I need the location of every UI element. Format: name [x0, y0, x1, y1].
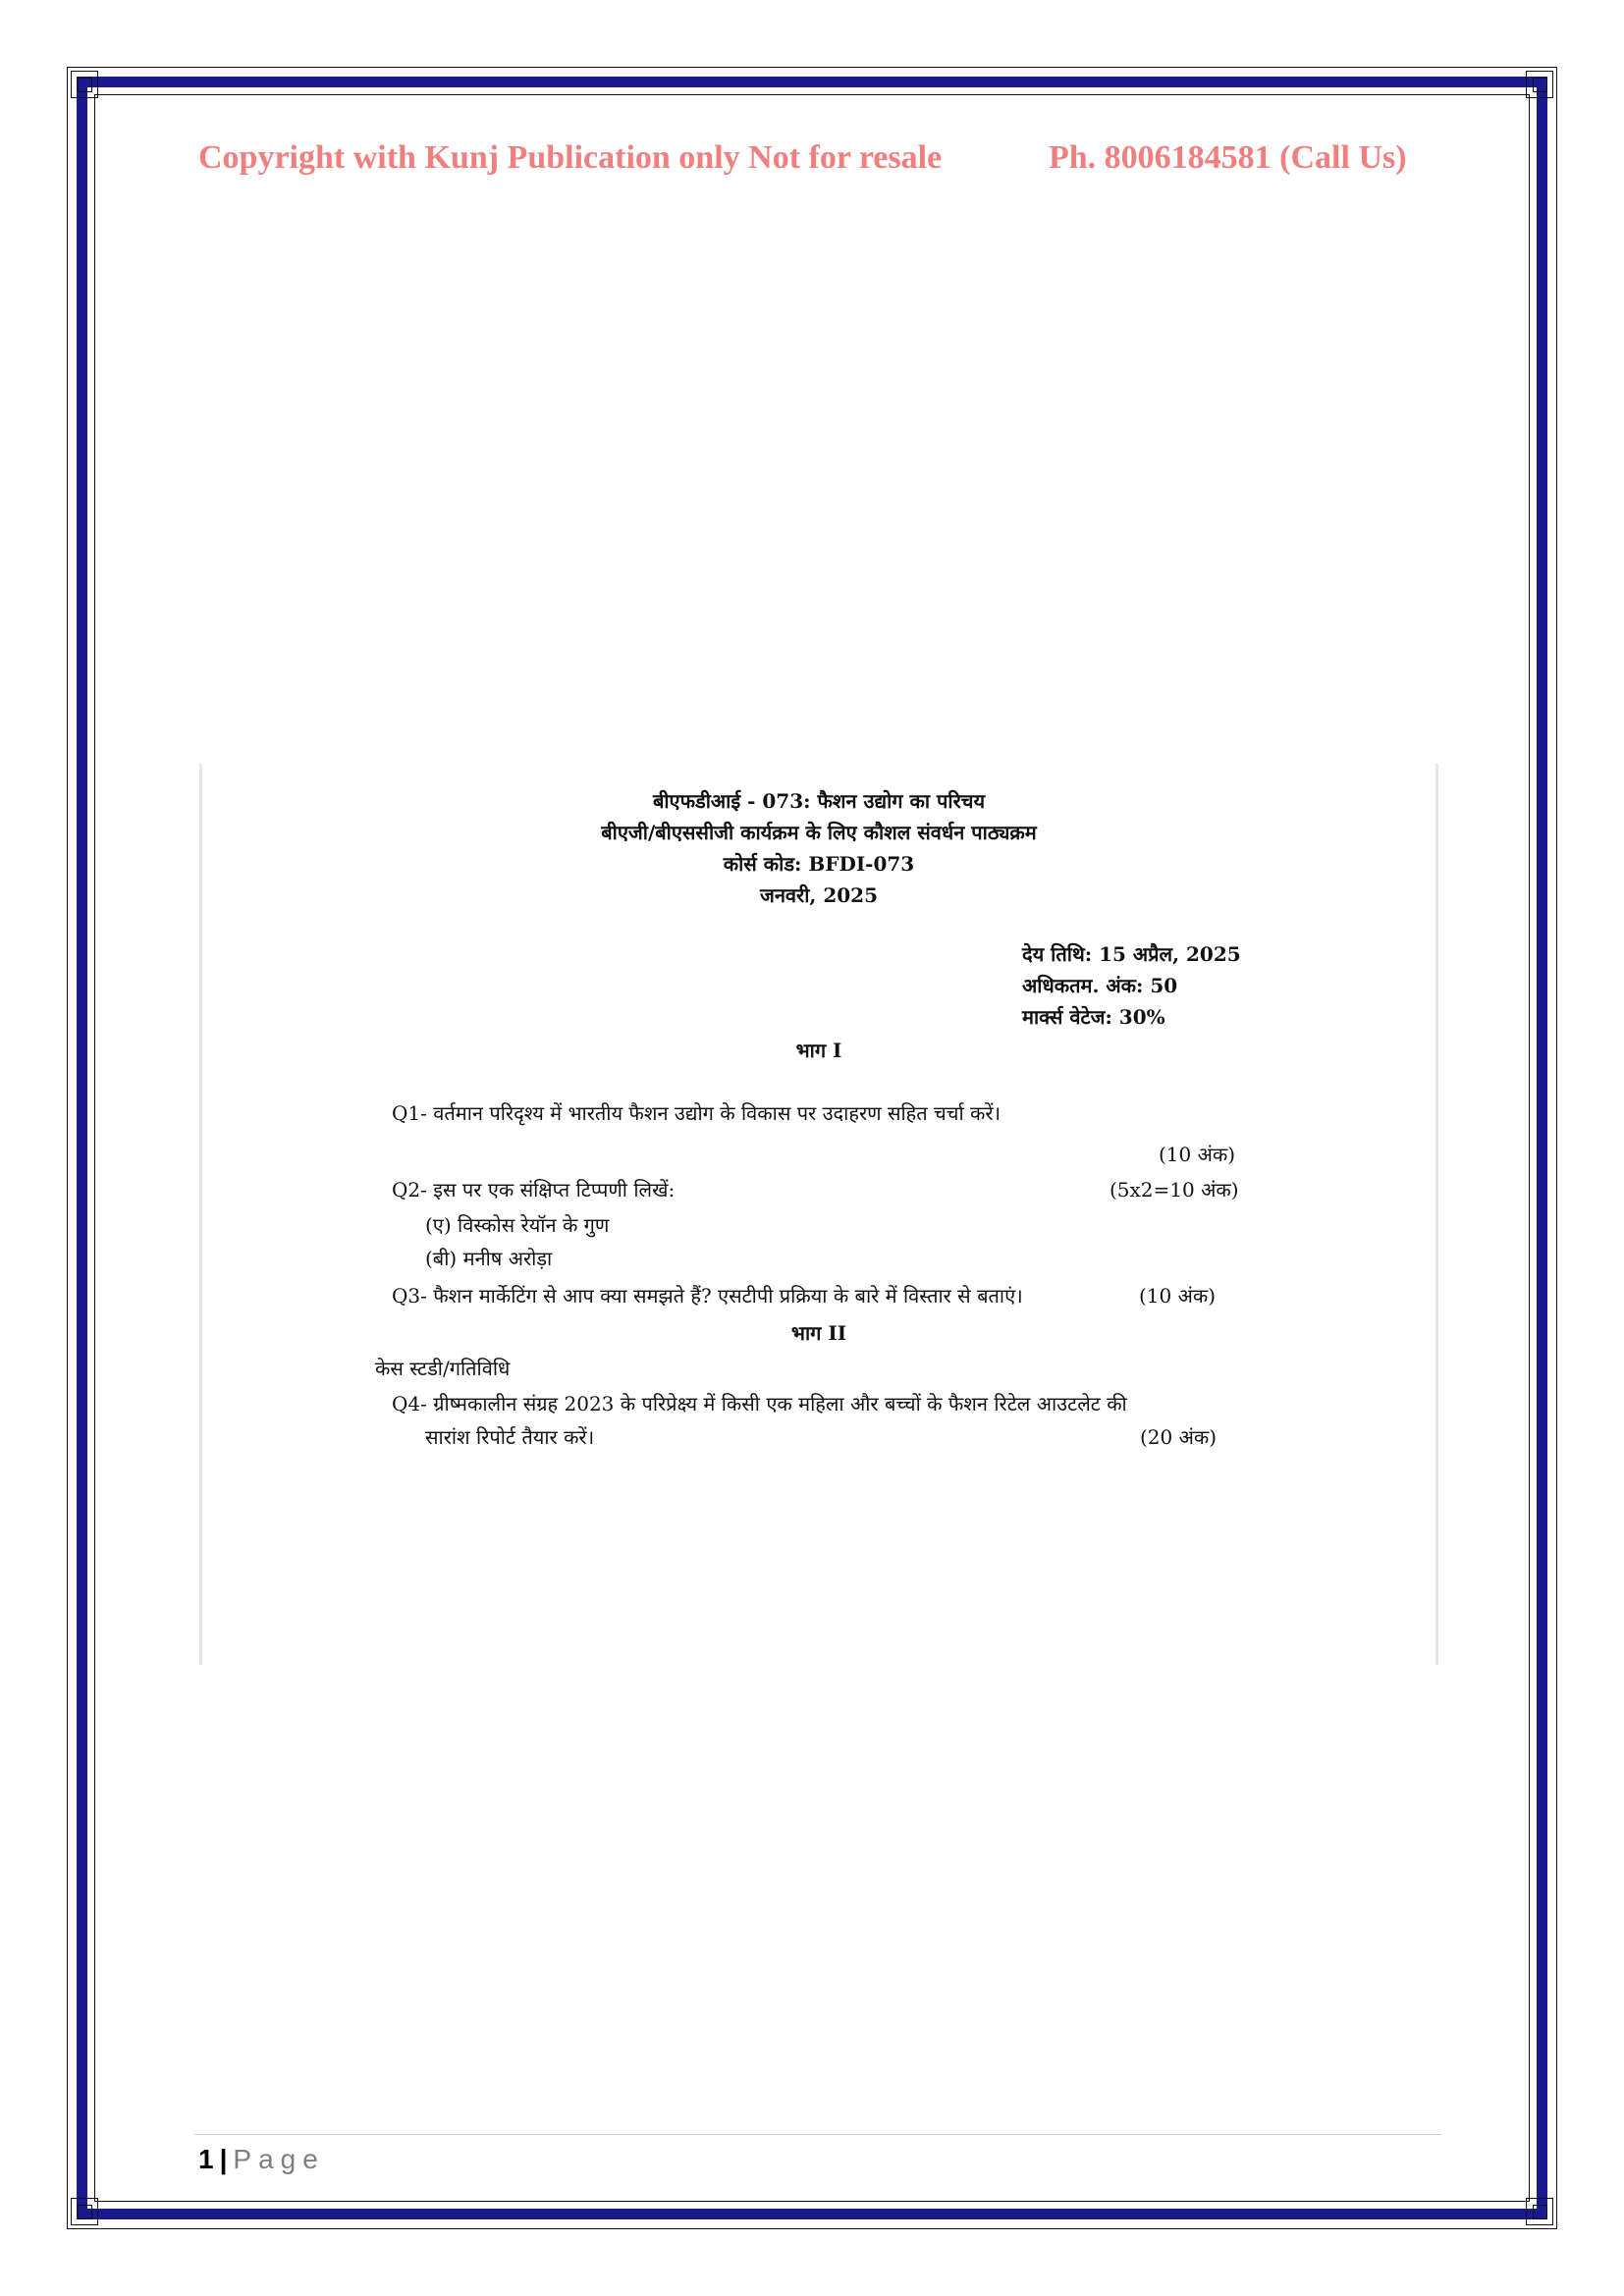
part-2-heading: भाग II	[790, 1321, 847, 1345]
paper-title: बीएफडीआई - 073: फैशन उद्योग का परिचय	[652, 789, 986, 813]
question-2-sub-a: (ए) विस्कोस रेयॉन के गुण	[425, 1213, 610, 1237]
question-2-sub-b: (बी) मनीष अरोड़ा	[425, 1247, 553, 1270]
border-corner-ornament	[1526, 2198, 1553, 2225]
due-date: देय तिथि: 15 अप्रैल, 2025	[1022, 942, 1241, 966]
border-corner-ornament	[71, 71, 98, 98]
marks-weightage: मार्क्स वेटेज: 30%	[1022, 1005, 1165, 1029]
question-1: Q1- वर्तमान परिदृश्य में भारतीय फैशन उद्योग के विकास पर उदाहरण सहित चर्चा करें।	[392, 1101, 1001, 1125]
case-study-label: केस स्टडी/गतिविधि	[375, 1357, 511, 1380]
copyright-notice: Copyright with Kunj Publication only Not for resale	[198, 139, 943, 176]
page-footer	[198, 2144, 325, 2175]
programme-title: बीएजी/बीएससीजी कार्यक्रम के लिए कौशल संवर्धन पाठ्यक्रम	[601, 821, 1037, 844]
question-2-marks: (5x2=10 अंक)	[1110, 1178, 1239, 1201]
question-3-marks: (10 अंक)	[1139, 1284, 1217, 1308]
question-4-marks: (20 अंक)	[1140, 1425, 1218, 1449]
question-4: Q4- ग्रीष्मकालीन संग्रह 2023 के परिप्रेक्ष्य में किसी एक महिला और बच्चों के फैशन रिटेल आउटलेट की	[392, 1392, 1127, 1415]
part-1-heading: भाग I	[795, 1039, 842, 1062]
max-marks: अधिकतम. अंक: 50	[1022, 974, 1178, 997]
session-date: जनवरी, 2025	[759, 883, 878, 907]
contact-phone: Ph. 8006184581 (Call Us)	[1049, 139, 1407, 176]
border-corner-ornament	[71, 2198, 98, 2225]
question-4-continued: सारांश रिपोर्ट तैयार करें।	[425, 1425, 595, 1449]
course-code: कोर्स कोड: BFDI-073	[723, 852, 915, 876]
page-separator: |	[219, 2144, 228, 2174]
question-3: Q3- फैशन मार्केटिंग से आप क्या समझते हैं? एसटीपी प्रक्रिया के बारे में विस्तार से बताएं।	[392, 1284, 1023, 1308]
question-1-marks: (10 अंक)	[1159, 1143, 1236, 1166]
question-paper-image	[199, 764, 1438, 1665]
footer-divider	[194, 2134, 1441, 2135]
page-label: Page	[233, 2144, 325, 2174]
page-number: 1	[198, 2144, 214, 2174]
border-corner-ornament	[1526, 71, 1553, 98]
question-2: Q2- इस पर एक संक्षिप्त टिप्पणी लिखें:	[392, 1178, 676, 1201]
